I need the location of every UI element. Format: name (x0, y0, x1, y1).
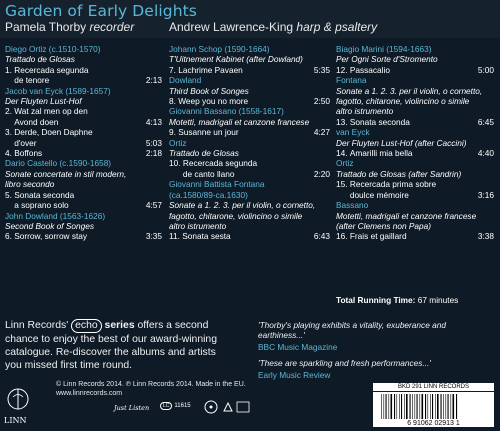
track-title: de canto llano (169, 168, 235, 179)
quote-1-text: 'Thorby's playing exhibits a vitality, exuberance and earthiness...' (258, 320, 446, 341)
track-line (5, 148, 162, 158)
track-duration: 2:20 (313, 168, 330, 179)
work-title: Motetti, madrigali et canzone francese (169, 116, 310, 127)
website-link[interactable]: www.linnrecords.com (56, 390, 123, 397)
barcode-bar (401, 394, 402, 419)
track-title: 6. Sorrow, sorrow stay (5, 231, 88, 242)
work-title: fagotto, chitarone, violincino o simile (169, 210, 303, 221)
track-line (336, 65, 494, 75)
track-title: 2. Wat zal men op den (5, 106, 88, 117)
track-line (5, 127, 162, 137)
barcode-bar (412, 394, 413, 419)
composer-heading: John Dowland (1563-1626) (5, 210, 106, 221)
barcode-bar (386, 394, 387, 419)
track-duration: 4:40 (477, 148, 494, 159)
echo-pre: Linn Records' (5, 320, 69, 331)
barcode-bar (428, 394, 429, 419)
composer-heading: Bassano (336, 200, 369, 211)
barcode-bar (435, 394, 436, 419)
barcode-bar (391, 394, 393, 419)
work-title: Third Book of Songes (169, 85, 249, 96)
lc-number: 11615 (174, 403, 191, 409)
barcode-bar (443, 394, 444, 419)
performer-2-name: Andrew Lawrence-King (169, 20, 294, 34)
quote-2-text: 'These are sparkling and fresh performances...' (258, 358, 431, 369)
work-title: altro istrumento (169, 220, 227, 231)
echo-series-blurb (5, 319, 231, 373)
track-title: 4. Boffons (5, 148, 43, 159)
barcode-bar (422, 394, 424, 419)
echo-logo (71, 319, 102, 333)
track-line (5, 65, 162, 75)
barcode-bar (399, 394, 400, 419)
work-title: (after Clemens non Papa) (336, 220, 432, 231)
ce-mark-icon (237, 402, 249, 412)
barcode-bar (415, 394, 416, 419)
quote-2-source: Early Music Review (258, 369, 331, 380)
barcode-bar (446, 394, 447, 419)
total-label: Total Running Time: (336, 295, 416, 305)
echo-word: echo (75, 320, 98, 331)
performer-2-role: harp & psaltery (296, 20, 378, 34)
linn-logo-text: LINN (4, 416, 27, 425)
work-title: Sonate concertate in stil modern, (5, 168, 127, 179)
catalogue-number: BKD 291 LINN RECORDS (373, 383, 494, 391)
track-line (5, 190, 162, 200)
track-title: 16. Frais et gaillard (336, 231, 407, 242)
composer-heading: Giovanni Battista Fontana (169, 179, 265, 190)
work-title: Motetti, madrigali et canzone francese (336, 210, 477, 221)
track-duration: 6:43 (313, 231, 330, 242)
track-duration: 4:57 (145, 200, 162, 211)
track-line (336, 190, 494, 200)
composer-heading: Fontana (336, 75, 367, 86)
track-line (5, 138, 162, 148)
composer-heading: Jacob van Eyck (1589-1657) (5, 85, 111, 96)
composer-heading: Johann Schop (1590-1664) (169, 44, 270, 54)
track-title: 10. Recercada segunda (169, 158, 258, 169)
total-value: 67 minutes (417, 295, 459, 305)
track-line (336, 231, 494, 241)
track-line (169, 65, 330, 75)
lc-label: LC (160, 402, 172, 410)
track-line (336, 117, 494, 127)
performer-1-role: recorder (89, 20, 135, 34)
work-title: libro secondo (5, 179, 55, 190)
track-duration: 5:35 (313, 64, 330, 75)
track-title: de tenore (5, 75, 50, 86)
track-line (169, 96, 330, 106)
total-running-time (336, 295, 458, 305)
track-title: 3. Derde, Doen Daphne (5, 127, 93, 138)
barcode-bar (451, 394, 452, 419)
track-title: doulce mémoire (336, 189, 409, 200)
work-title: Trattado de Glosas (5, 54, 75, 65)
track-title: 14. Amarilli mia bella (336, 148, 413, 159)
track-title: Avond doen (5, 116, 59, 127)
barcode-bar (456, 394, 457, 419)
track-line (5, 117, 162, 127)
barcode-bar (425, 394, 426, 419)
work-title: Sonate a 1. 2. 3. per il violin, o cornetto, (169, 200, 316, 211)
track-title: 11. Sonata sesta (169, 231, 231, 242)
copyright-block (56, 380, 246, 398)
barcode-bar (420, 394, 421, 419)
barcode-bar (437, 394, 439, 419)
press-quotes (258, 320, 494, 380)
just-listen-logo: Just Listen (114, 404, 150, 412)
work-title: altro istrumento (336, 106, 394, 117)
barcode-bar (381, 394, 382, 419)
linn-logo-icon (4, 384, 44, 416)
track-title: d'over (5, 137, 37, 148)
composer-heading: Giovanni Bassano (1558-1617) (169, 106, 284, 117)
work-title: Second Book of Songes (5, 220, 95, 231)
track-title: 13. Sonata seconda (336, 116, 410, 127)
track-title: 1. Recercada segunda (5, 64, 89, 75)
track-duration: 2:18 (145, 148, 162, 159)
barcode-bar (441, 394, 442, 419)
track-duration: 2:13 (145, 75, 162, 86)
track-duration: 3:16 (477, 189, 494, 200)
barcode-bar (417, 394, 418, 419)
track-title: 12. Passacalio (336, 64, 390, 75)
quote-1-source: BBC Music Magazine (258, 341, 338, 352)
work-title: fagotto, chitarone, violincino o simile (336, 96, 470, 107)
barcode-bar (397, 394, 398, 419)
barcode-bar (406, 394, 408, 419)
performer-1-name: Pamela Thorby (5, 20, 87, 34)
composer-heading: Dowland (169, 75, 202, 86)
track-duration: 4:13 (145, 116, 162, 127)
barcode-bar (389, 394, 390, 419)
track-title: 15. Recercada prima sobre (336, 179, 437, 190)
barcode (373, 392, 494, 427)
track-line (5, 75, 162, 85)
composer-heading: (ca.1580/89-ca.1630) (169, 189, 248, 200)
work-title: Trattado de Glosas (after Sandrin) (336, 168, 462, 179)
track-line (336, 148, 494, 158)
certification-icons (204, 400, 254, 414)
work-title: Sonate a 1. 2. 3. per il violin, o cornetto, (336, 85, 483, 96)
barcode-bar (453, 394, 455, 419)
barcode-digits: 6 91062 02913 1 (407, 420, 460, 427)
barcode-bar (432, 394, 433, 419)
track-title: a soprano solo (5, 200, 69, 211)
composer-heading: Ortiz (169, 137, 187, 148)
label-code (160, 402, 191, 410)
echo-rest: offers a second chance to enjoy the best of our award-winning catalogue. Re-discover the albums and artists you missed first time round. (5, 320, 217, 372)
barcode-bar (448, 394, 449, 419)
track-line (336, 179, 494, 189)
composer-heading: van Eyck (336, 127, 370, 138)
tracklist-column-1 (5, 44, 162, 242)
cd-icon (205, 401, 217, 413)
track-line (169, 169, 330, 179)
composer-heading: Dario Castello (c.1590-1658) (5, 158, 112, 169)
track-line (169, 231, 330, 241)
track-title: 8. Weep you no more (169, 96, 249, 107)
barcode-bar (384, 394, 385, 419)
work-title: Der Fluyten Lust-Hof (after Caccini) (336, 137, 467, 148)
performer-1 (5, 20, 134, 34)
tracklist-column-2 (169, 44, 330, 242)
track-line (5, 200, 162, 210)
track-line (169, 127, 330, 137)
track-duration: 3:38 (477, 231, 494, 242)
track-duration: 3:35 (145, 231, 162, 242)
work-title: Per Ogni Sorte d'Stromento (336, 54, 438, 65)
recycle-icon (224, 403, 232, 411)
track-duration: 5:00 (477, 64, 494, 75)
barcode-bar (394, 394, 395, 419)
copyright-text: © Linn Records 2014. ℗ Linn Records 2014. Made in the EU. (56, 381, 246, 388)
track-line (169, 158, 330, 168)
track-duration: 6:45 (477, 116, 494, 127)
track-duration: 4:27 (313, 127, 330, 138)
composer-heading: Ortiz (336, 158, 354, 169)
track-title: 7. Lachrime Pavaen (169, 64, 243, 75)
tracklist-column-3 (336, 44, 494, 242)
track-duration: 2:50 (313, 96, 330, 107)
album-title: Garden of Early Delights (5, 2, 197, 20)
track-line (5, 106, 162, 116)
barcode-bar (430, 394, 431, 419)
composer-heading: Diego Ortiz (c.1510-1570) (5, 44, 101, 54)
echo-series-word: series (104, 320, 135, 331)
track-title: 9. Susanne un jour (169, 127, 239, 138)
barcode-bar (404, 394, 405, 419)
track-duration: 5:03 (145, 137, 162, 148)
work-title: Der Fluyten Lust-Hof (5, 96, 82, 107)
work-title: T'Uitnement Kabinet (after Dowland) (169, 54, 303, 65)
barcode-icon (373, 392, 494, 427)
track-title: 5. Sonata seconda (5, 189, 75, 200)
composer-heading: Biagio Marini (1594-1663) (336, 44, 432, 54)
work-title: Trattado de Glosas (169, 148, 239, 159)
performer-2 (169, 20, 377, 34)
track-line (5, 231, 162, 241)
barcode-bar (410, 394, 411, 419)
